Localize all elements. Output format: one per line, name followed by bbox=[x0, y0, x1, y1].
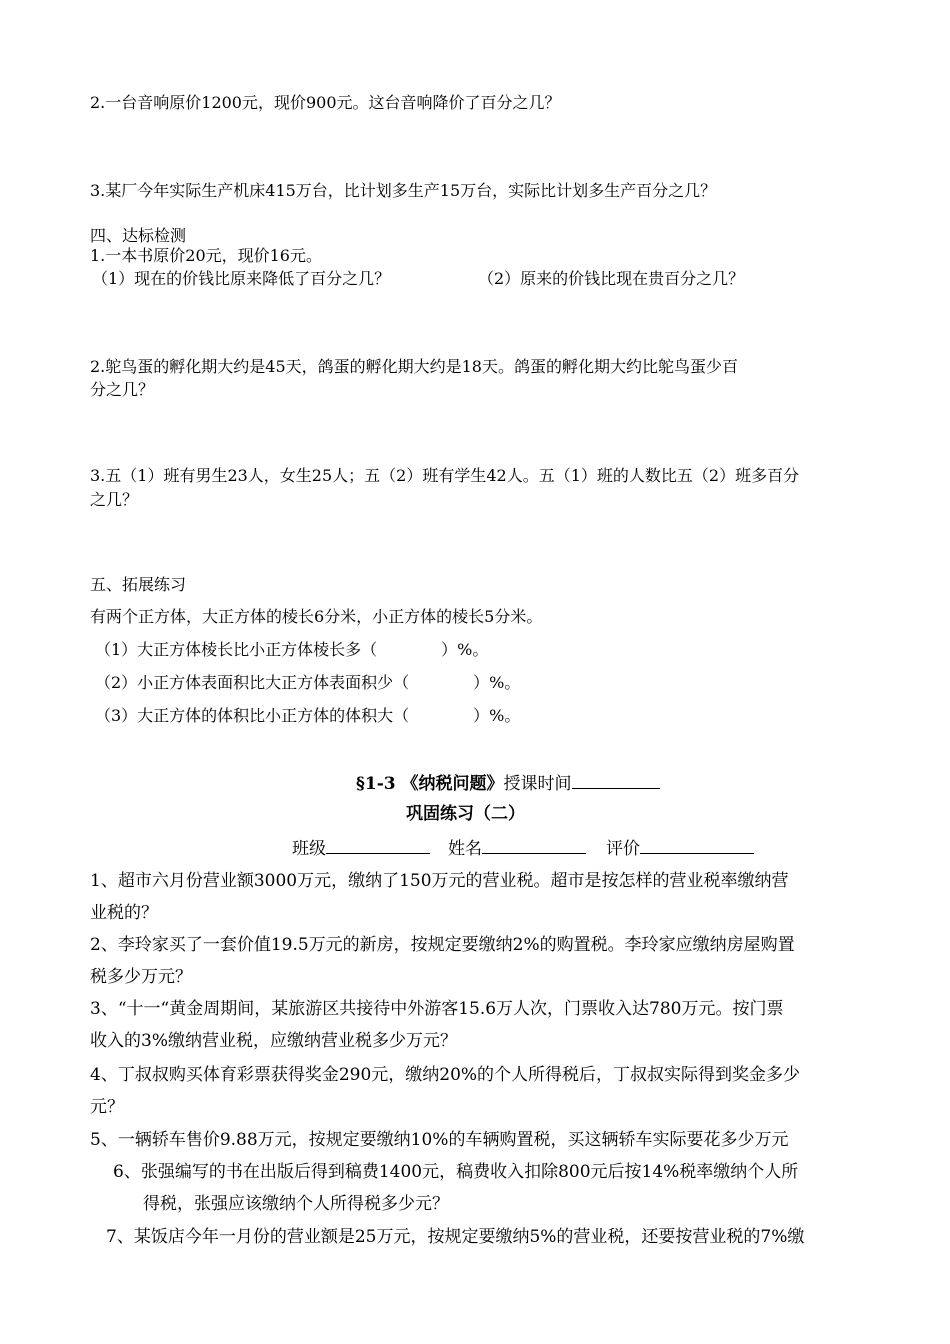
section-4-question-1: 1.一本书原价20元，现价16元。 bbox=[90, 246, 322, 265]
class-label: 班级 bbox=[292, 839, 326, 859]
problem-4-line-2: 元？ bbox=[90, 1097, 124, 1117]
problem-6-line-1: 6、张强编写的书在出版后得到稿费1400元，稿费收入扣除800元后按14%税率缴纳个人所 bbox=[113, 1162, 799, 1182]
section-4-question-1-sub-2: （2）原来的价钱比现在贵百分之几？ bbox=[478, 269, 745, 288]
problem-2-line-1: 2、李玲家买了一套价值19.5万元的新房，按规定要缴纳2%的购置税。李玲家应缴纳房屋购置 bbox=[90, 935, 795, 955]
section-4-question-2-line-1: 2.鸵鸟蛋的孵化期大约是45天，鸽蛋的孵化期大约是18天。鸽蛋的孵化期大约比鸵鸟蛋少百 bbox=[90, 357, 738, 376]
lesson-title: §1-3 《纳税问题》 bbox=[356, 774, 504, 794]
section-5-intro: 有两个正方体，大正方体的棱长6分米，小正方体的棱长5分米。 bbox=[90, 607, 543, 626]
section-4-heading: 四、达标检测 bbox=[90, 226, 187, 245]
section-5-item-1: （1）大正方体棱长比小正方体棱长多（ ）%。 bbox=[95, 640, 489, 659]
problem-3-line-2: 收入的3%缴纳营业税，应缴纳营业税多少万元？ bbox=[90, 1031, 457, 1051]
problem-7-line-1: 7、某饭店今年一月份的营业额是25万元，按规定要缴纳5%的营业税，还要按营业税的7%缴 bbox=[106, 1227, 805, 1247]
problem-5-line-1: 5、一辆轿车售价9.88万元，按规定要缴纳10%的车辆购置税，买这辆轿车实际要花多少万元 bbox=[90, 1130, 789, 1150]
class-blank bbox=[326, 837, 430, 854]
problem-4-line-1: 4、丁叔叔购买体育彩票获得奖金290元，缴纳20%的个人所得税后，丁叔叔实际得到奖金多少 bbox=[90, 1065, 801, 1085]
problem-1-line-2: 业税的？ bbox=[90, 903, 158, 923]
section-4-question-3-line-1: 3.五（1）班有男生23人，女生25人；五（2）班有学生42人。五（1）班的人数比五（2）班多百分 bbox=[90, 466, 800, 485]
question-3-machine-tools: 3.某厂今年实际生产机床415万台，比计划多生产15万台，实际比计划多生产百分之几？ bbox=[90, 181, 717, 200]
evaluation-blank bbox=[640, 837, 754, 854]
problem-1-line-1: 1、超市六月份营业额3000万元，缴纳了150万元的营业税。超市是按怎样的营业税率缴纳营 bbox=[90, 871, 789, 891]
lesson-time-blank bbox=[572, 772, 660, 789]
lesson-time-label: 授课时间 bbox=[503, 774, 572, 794]
student-info-line bbox=[292, 837, 754, 859]
name-label: 姓名 bbox=[448, 839, 482, 859]
section-4-question-1-sub-1: （1）现在的价钱比原来降低了百分之几？ bbox=[92, 269, 391, 288]
section-5-item-3: （3）大正方体的体积比小正方体的体积大（ ）%。 bbox=[95, 706, 521, 725]
question-2-sound-system: 2.一台音响原价1200元，现价900元。这台音响降价了百分之几？ bbox=[90, 93, 561, 112]
lesson-title-line bbox=[356, 772, 660, 794]
section-4-question-3-line-2: 之几？ bbox=[90, 490, 139, 509]
section-5-heading: 五、拓展练习 bbox=[90, 575, 187, 594]
section-4-question-2-line-2: 分之几？ bbox=[90, 380, 155, 399]
problem-3-line-1: 3、“十一“黄金周期间，某旅游区共接待中外游客15.6万人次，门票收入达780万元。按门票 bbox=[90, 999, 784, 1019]
section-5-item-2: （2）小正方体表面积比大正方体表面积少（ ）%。 bbox=[95, 673, 521, 692]
problem-2-line-2: 税多少万元？ bbox=[90, 967, 192, 987]
name-blank bbox=[482, 837, 586, 854]
lesson-subtitle: 巩固练习（二） bbox=[406, 804, 525, 824]
evaluation-label: 评价 bbox=[606, 839, 640, 859]
problem-6-line-2: 得税，张强应该缴纳个人所得税多少元？ bbox=[143, 1194, 449, 1214]
